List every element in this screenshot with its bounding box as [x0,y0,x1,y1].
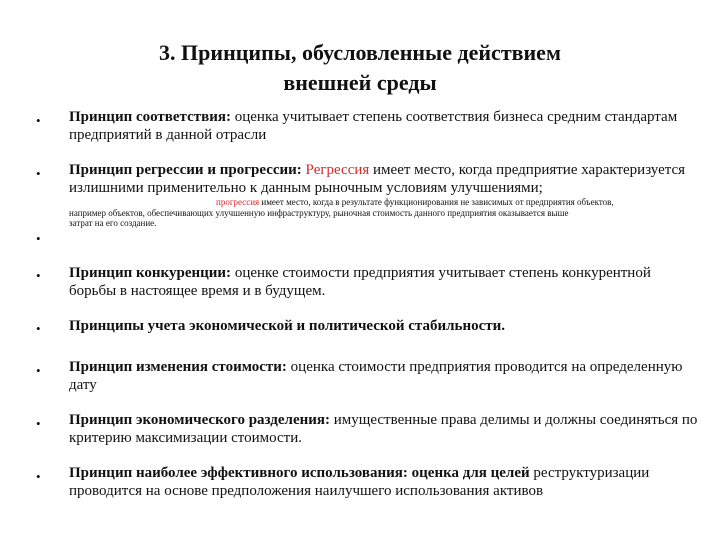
principle-competition [69,264,699,300]
principle-heading: Принципы учета экономической и политической стабильности. [69,318,506,334]
principle-heading: Принцип конкуренции: [69,265,232,281]
principle-value-change [69,358,699,394]
principle-heading: Принцип наиболее эффективного использования: [69,465,408,481]
progression-note-line-1: имеет место, когда в результате функционирования не зависимых от предприятия объектов, [259,197,614,207]
title-line-2: внешней среды [283,70,437,95]
progression-note [69,197,699,229]
principle-heading: Принцип изменения стоимости: [69,359,287,375]
principle-stability [69,317,699,335]
principle-body: имеет место, когда предприятие характеризуется излишними применительно к данным рыночным условиям улучшениями; [69,162,686,196]
principle-best-use [69,464,699,500]
principle-economic-division [69,411,699,447]
bullet: • [36,321,41,336]
principle-heading: Принцип экономического разделения: [69,412,331,428]
principle-heading: Принцип регрессии и прогрессии: [69,162,302,178]
bullet: • [36,469,41,484]
slide-title [100,38,620,98]
regression-word: Регрессия [305,162,370,178]
principle-heading-continued: оценка для целей [407,465,530,481]
bullet: • [36,166,41,181]
progression-note-line-2: например объектов, обеспечивающих улучшенную инфраструктуру, рыночная стоимость данного предприятия оказывается выше [69,207,569,218]
principle-conformity [69,108,699,144]
principle-heading: Принцип соответствия: [69,109,231,125]
bullet: • [36,113,41,128]
progression-word: прогрессия [216,197,260,207]
bullet: • [36,416,41,431]
principle-regression-progression [69,161,699,197]
principle-body: оценка стоимости предприятия проводится на определенную дату [69,359,683,393]
bullet: • [36,231,41,246]
title-line-1: 3. Принципы, обусловленные действием [159,40,561,65]
principle-body: реструктуризации проводится на основе предположения наилучшего использования активов [69,465,650,499]
bullet: • [36,268,41,283]
principle-body: оценка учитывает степень соответствия бизнеса средним стандартам предприятий в данной отрасли [69,109,678,143]
principle-body: оценке стоимости предприятия учитывает степень конкурентной борьбы в настоящее время и в будущем. [69,265,651,299]
principle-body: имущественные права делимы и должны соединяться по критерию максимизации стоимости. [69,412,698,446]
progression-note-line-3: затрат на его создание. [69,218,157,228]
bullet: • [36,363,41,378]
